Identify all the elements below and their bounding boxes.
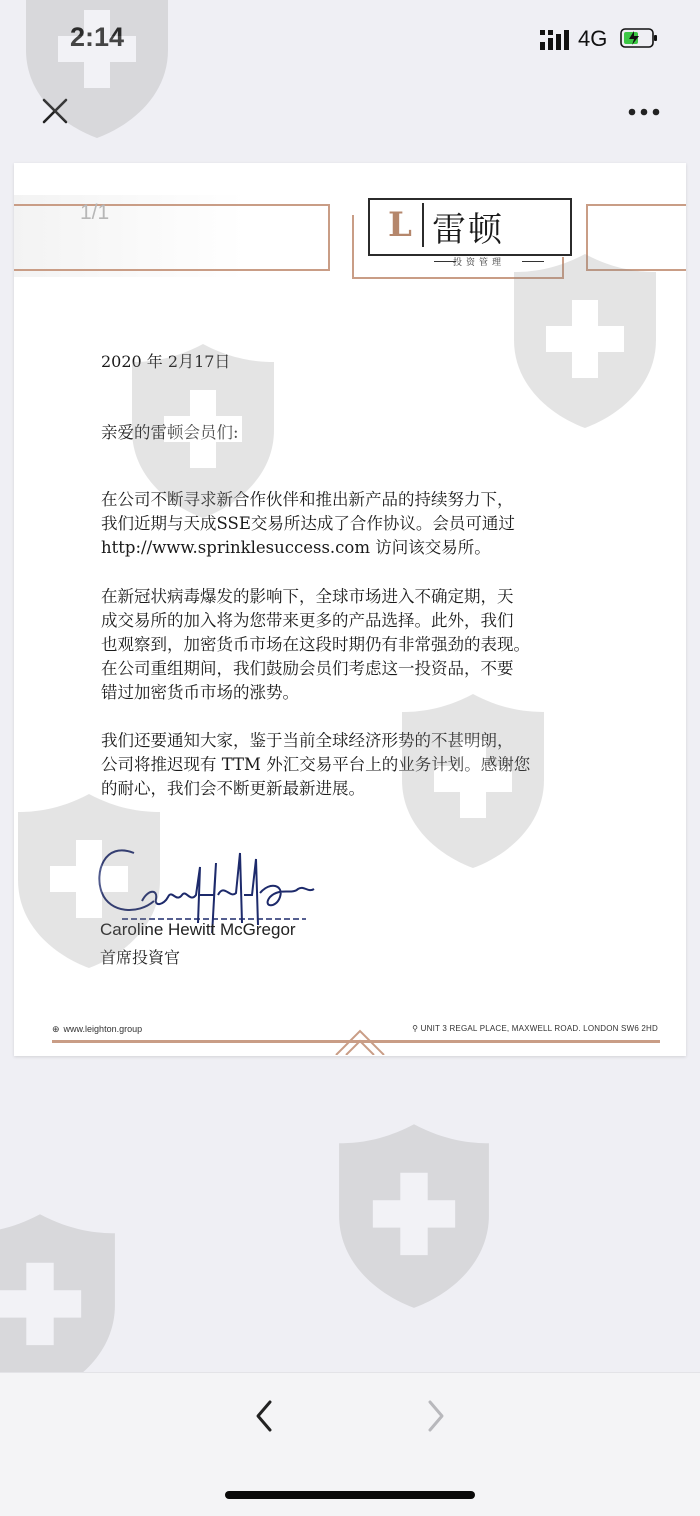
letter-date: 2020 年 2月17日 [101, 352, 231, 371]
home-indicator[interactable] [225, 1491, 475, 1499]
signer-name: Caroline Hewitt McGregor [100, 920, 296, 939]
signal-icon [540, 30, 572, 50]
paragraph-line: 错过加密货币市场的涨势。 [101, 683, 299, 702]
location-pin-icon: ⚲ [412, 1024, 419, 1033]
paragraph-2 [101, 585, 530, 705]
header-band [14, 195, 344, 277]
paragraph-line: 我们近期与天成SSE交易所达成了合作协议。会员可通过 [101, 514, 515, 533]
footer-ornament [332, 1027, 388, 1055]
header-rule [328, 204, 330, 271]
shield-watermark-icon [334, 1120, 494, 1310]
logo-letter: L [378, 203, 424, 247]
header-rule [586, 204, 588, 271]
battery-icon [620, 28, 658, 48]
letter-greeting: 亲爱的雷顿会员们: [101, 423, 239, 442]
paragraph-line: 在新冠状病毒爆发的影响下，全球市场进入不确定期，天 [101, 587, 514, 606]
globe-icon: ⊕ [52, 1024, 60, 1034]
paragraph-3 [101, 729, 530, 801]
footer-address: ⚲ UNIT 3 REGAL PLACE, MAXWELL ROAD. LONDON SW6 2HD [412, 1024, 658, 1033]
status-bar [0, 0, 700, 78]
paragraph-line: 在公司重组期间，我们鼓励会员们考虑这一投资品，不要 [101, 659, 514, 678]
header-rule [352, 277, 564, 279]
header-rule [14, 269, 330, 271]
paragraph-line: 的耐心，我们会不断更新最新进展。 [101, 779, 365, 798]
paragraph-line: 在公司不断寻求新合作伙伴和推出新产品的持续努力下， [101, 490, 514, 509]
header-rule [586, 204, 686, 206]
header-rule [586, 269, 686, 271]
status-time: 2:14 [70, 22, 125, 52]
paragraph-line: 我们还要通知大家，鉴于当前全球经济形势的不甚明朗， [101, 731, 514, 750]
network-type: 4G [578, 26, 608, 51]
company-logo [368, 198, 572, 256]
page-indicator: 1/1 [80, 201, 110, 224]
document-page [14, 163, 686, 1056]
paragraph-line: 成交易所的加入将为您带来更多的产品选择。此外，我们 [101, 611, 514, 630]
more-icon[interactable] [624, 100, 664, 124]
paragraph-line: 也观察到，加密货币市场在这段时期仍有非常强劲的表现。 [101, 635, 530, 654]
paragraph-1 [101, 488, 515, 560]
chevron-left-icon[interactable] [248, 1396, 282, 1436]
paragraph-line: 公司将推迟现有 TTM 外汇交易平台上的业务计划。感谢您 [101, 755, 531, 774]
close-icon[interactable] [38, 94, 74, 130]
header-rule [352, 215, 354, 279]
viewer-toolbar [0, 78, 700, 150]
header-rule [562, 257, 564, 279]
footer-website: ⊕ www.leighton.group [52, 1024, 143, 1034]
signer-title: 首席投資官 [100, 948, 181, 967]
chevron-right-icon[interactable] [418, 1396, 452, 1436]
handwritten-signature [94, 823, 324, 933]
paragraph-line: http://www.sprinklesuccess.com 访问该交易所。 [101, 538, 491, 557]
logo-subtitle: 投资管理 [452, 258, 505, 268]
header-rule [14, 204, 330, 206]
logo-name: 雷顿 [432, 210, 504, 250]
